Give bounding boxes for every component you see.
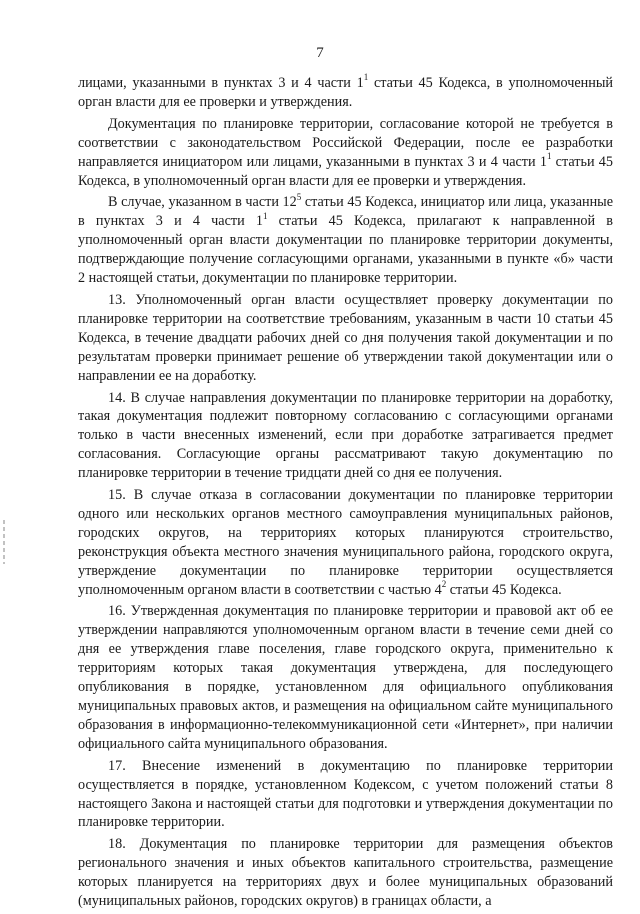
paragraph-text: В случае, указанном в части 12 xyxy=(108,194,297,211)
paragraph-text: 15. В случае отказа в согласовании документации по планировке территории одного или нескольких органов местного самоуправления муниципальных районов, городских округов, на территориях которых планируются строительство, реконструкция объекта местного значения муниципального района, городского округа, утверждение документации по планировке территории осуществляется уполномоченным органом власти в соответствии с частью 4 xyxy=(78,487,613,598)
paragraph-text: статьи 45 Кодекса, в уполномоченный орган власти для ее проверки и утверждения. xyxy=(78,75,613,110)
paragraph-text: 13. Уполномоченный орган власти осуществляет проверку документации по планировке территории на соответствие требованиям, указанным в части 10 статьи 45 Кодекса, в течение двадцати рабочих дней со дня получения такой документации и по результатам проверки принимает решение об утверждении такой документации или о направлении ее на доработку. xyxy=(78,291,613,384)
superscript: 5 xyxy=(296,191,302,202)
paragraph-text: статьи 45 Кодекса, инициатор или лица, указанные в пунктах 3 и 4 части 1 xyxy=(78,194,613,230)
paragraph-continuation xyxy=(78,74,613,112)
superscript: 1 xyxy=(363,72,369,83)
superscript: 1 xyxy=(546,150,552,161)
page-number: 7 xyxy=(316,45,324,61)
paragraph-text: статьи 45 Кодекса. xyxy=(446,581,562,598)
paragraph-text: 14. В случае направления документации по планировке территории на доработку, такая документация подлежит повторному согласованию с согласующими органами только в части внесенных изменений, если при доработке затрагивается предмет согласования. Согласующие органы рассматривают такую документацию по планировке территории в течение тридцати дней со дня ее получения. xyxy=(78,389,613,482)
paragraph-18 xyxy=(78,835,613,911)
paragraph-case-12-5 xyxy=(78,193,613,288)
paragraph-17 xyxy=(78,757,613,833)
paragraph-text: 17. Внесение изменений в документацию по планировке территории осуществляется в порядке, установленном Кодексом, с учетом положений статьи 8 настоящего Закона и настоящей статьи для подготовки и утверждения документации по планировке территории. xyxy=(78,757,613,831)
paragraph-text: 18. Документация по планировке территории для размещения объектов регионального значения и иных объектов капитального строительства, размещение которых планируется на территориях двух и более муниципальных образований (муниципальных районов, городских округов) в границах области, а xyxy=(78,836,613,910)
paragraph-14 xyxy=(78,389,613,484)
paragraph-text: Документация по планировке территории, согласование которой не требуется в соответствии с законодательством Российской Федерации, после ее разработки направляется инициатором или лицами, указанными в пунктах 3 и 4 части 1 xyxy=(78,115,613,170)
paragraph-no-approval xyxy=(78,115,613,191)
scan-edge-mark xyxy=(3,520,5,564)
paragraph-text: 16. Утвержденная документация по планировке территории и правовой акт об ее утверждении направляются уполномоченным органом власти в течение семи дней со дня ее утверждения главе поселения, главе городского округа, применительно к территориям которых такая документация утверждена, для последующего опубликования в порядке, установленном для официального опубликования муниципальных правовых актов, и размещения на официальном сайте муниципального образования в информационно-телекоммуникационной сети «Интернет», при наличии официального сайта муниципального образования. xyxy=(78,603,613,752)
paragraph-text: лицами, указанными в пунктах 3 и 4 части 1 xyxy=(78,75,364,91)
paragraph-text: статьи 45 Кодекса, прилагают к направленной в уполномоченный орган власти документации по планировке территории документы, подтверждающие получение согласующими органами, указанными в пункте «б» части 2 настоящей статьи, документации по планировке территории. xyxy=(78,213,613,287)
paragraph-15 xyxy=(78,486,613,599)
superscript: 1 xyxy=(262,210,268,221)
paragraph-16 xyxy=(78,602,613,753)
paragraph-13 xyxy=(78,291,613,386)
paragraph-text: статьи 45 Кодекса, в уполномоченный орган власти для ее проверки и утверждения. xyxy=(78,153,613,189)
document-body xyxy=(78,74,613,914)
superscript: 2 xyxy=(441,578,447,589)
